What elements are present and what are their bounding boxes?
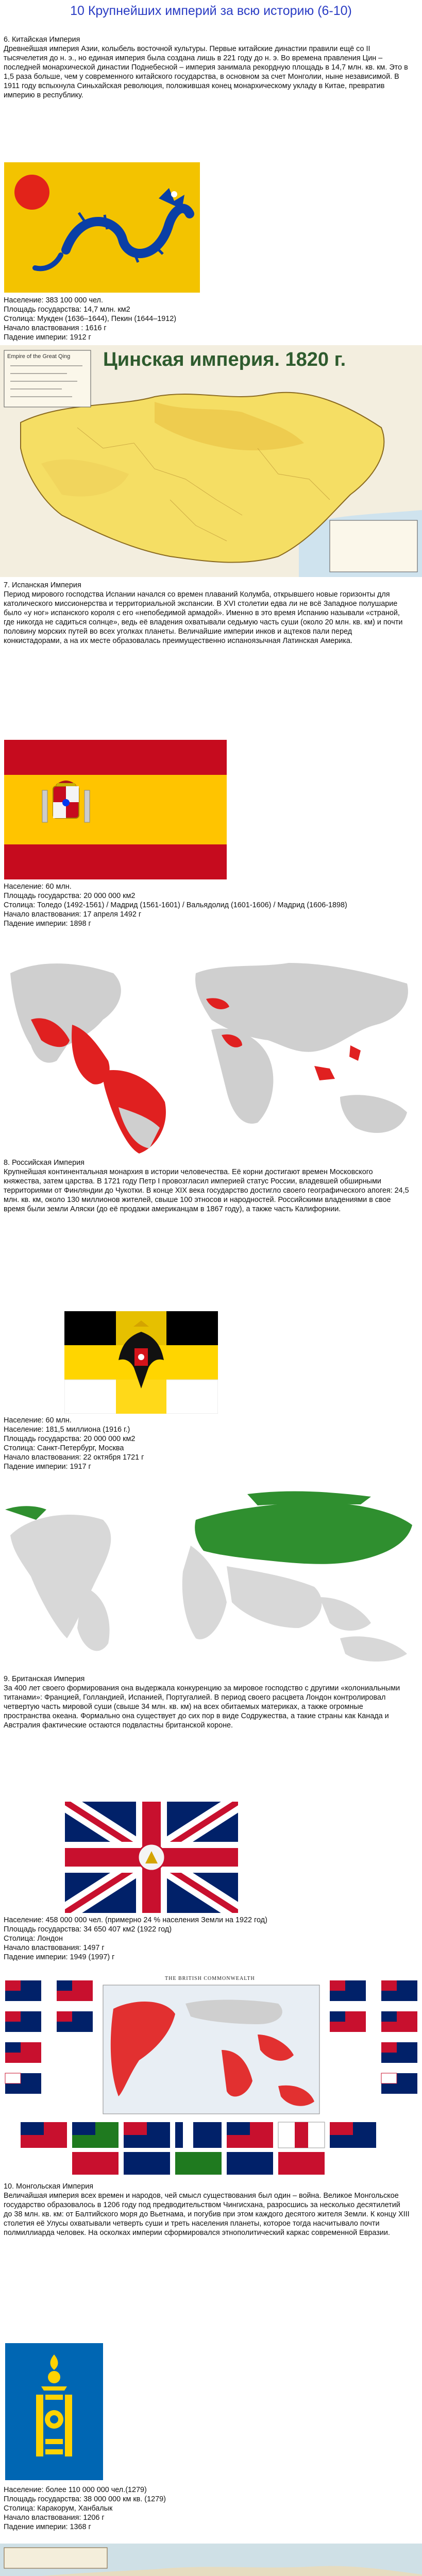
stat-line: Начало властвования: 17 апреля 1492 г [4, 910, 142, 919]
stat-line: Падение империи: 1949 (1997) г [4, 1953, 115, 1961]
stat-line: Население: 60 млн. [4, 1416, 72, 1425]
russia-text [4, 1158, 411, 1214]
china-stats [4, 296, 411, 342]
britain-flag [65, 1802, 238, 1913]
russia-stats [4, 1416, 411, 1471]
section-description: Величайшая империя всех времен и народов, чей смысл существования был один – война. Великое Монгольское государство образовалось в 1206 году под предводительством Чингисхана, разросшись за несколько десятилетий до 38 млн. кв. км: от Балтийского моря до Вьетнама, и погубив при этом каждого десятого жителя Земли. К концу XIII столетия её Улусы охватывали четверть суши и треть населения планеты, которое тогда насчитывало почти полмиллиарда человек. На осколках империи сформировался этнополитический каркас современной Евразии. [4, 2192, 410, 2237]
section-description: Крупнейшая континентальная монархия в истории человечества. Её корни достигают времен Московского княжества, затем царства. В 1721 году Петр I провозгласил империей статус России, владевшей обширными территориями от Финляндии до Чукотки. В конце XIX века государство достигло своего географического апогея: 24,5 млн. кв. км, около 130 миллионов жителей, свыше 100 этносов и народностей. Российскими владениями в свое время были земли Аляски (до её продажи американцам в 1867 году), а также часть Калифорнии. [4, 1168, 409, 1213]
china-flag [4, 162, 200, 293]
section-heading: 6. Китайская Империя [4, 36, 80, 44]
stat-line: Население: 60 млн. [4, 883, 72, 891]
section-heading: 7. Испанская Империя [4, 581, 81, 589]
stat-line: Начало властвования: 22 октября 1721 г [4, 1453, 144, 1462]
section-description: За 400 лет своего формирования она выдержала конкуренцию за мировое господство с другими «колониальными титанами»: Францией, Голландией, Испанией, Португалией. В период своего расцвета Лондон контролировал четвертую часть мировой суши (свыше 34 млн. кв. км) на всех обитаемых материках, а также огромные пространства океана. Формально она существует до сих пор в виде Содружества, а такие страны как Канада и Австралия фактические остаются подвластны британской короне. [4, 1684, 400, 1730]
stat-line: Столица: Лондон [4, 1935, 63, 1943]
china-map-title: Цинская империя. 1820 г. [103, 349, 346, 370]
stat-line: Падение империи: 1898 г [4, 920, 91, 928]
stat-line: Начало властвования : 1616 г [4, 324, 107, 332]
stat-line: Площадь государства: 14,7 млн. км2 [4, 306, 130, 314]
china-map [0, 345, 422, 577]
section-heading: 8. Российская Империя [4, 1159, 85, 1167]
stat-line: Столица: Санкт-Петербург, Москва [4, 1444, 124, 1452]
section-heading: 10. Монгольская Империя [4, 2182, 94, 2191]
stat-line: Столица: Каракорум, Ханбалык [4, 2504, 113, 2513]
section-description: Период мирового господства Испании начался со времен плаваний Колумба, открывшего новые горизонты для католического миссионерства и территориальной экспансии. В XVI столетии едва ли не всё Западное полушарие было «у ног» испанского короля с его «непобедимой армадой». Именно в это время Испанию называли «страной, где никогда не садиться солнце», ведь её владения охватывали седьмую часть суши (около 20 млн. кв. км) и почти половину морских путей во всех уголках планеты. Величайшие империи инков и ацтеков пали перед конкистадорами, а на их месте образовалась преимущественно испаноязычная Латинская Америка. [4, 590, 403, 645]
spain-stats [4, 882, 411, 928]
china-text [4, 35, 411, 100]
russia-flag [64, 1311, 218, 1414]
stat-line: Столица: Толедо (1492-1561) / Мадрид (1561-1601) / Вальядолид (1601-1606) / Мадрид (1606-1898) [4, 901, 347, 909]
stat-line: Население: более 110 000 000 чел.(1279) [4, 2486, 147, 2494]
section-heading: 9. Британская Империя [4, 1675, 85, 1683]
page-title: 10 Крупнейших империй за всю историю (6-10) [70, 4, 352, 18]
stat-line: Падение империи: 1917 г [4, 1463, 91, 1471]
section-description: Древнейшая империя Азии, колыбель восточной культуры. Первые китайские династии правили ещё со II тысячелетия до н. э., но единая империя была создана лишь в 221 году до н. э. Во времена правления Цин – последней монархической династии Поднебесной – империя занимала рекордную площадь в 14,7 млн. кв. км. Это в 1,5 раза больше, чем у современного китайского государства, в основном за счет Монголии, ныне независимой. В 1911 году вспыхнула Синьхайская революция, положившая конец монархическому укладу в Китае, превратив империю в республику. [4, 45, 408, 99]
stat-line: Падение империи: 1368 г [4, 2523, 91, 2531]
stat-line: Население: 458 000 000 чел. (примерно 24 % населения Земли на 1922 год) [4, 1916, 267, 1924]
stat-line: Падение империи: 1912 г [4, 333, 91, 342]
mongol-map [0, 2544, 422, 2576]
stat-line: Население: 181,5 миллиона (1916 г.) [4, 1426, 130, 1434]
britain-map [0, 1973, 422, 2178]
spain-flag [4, 740, 227, 879]
stat-line: Начало властвования: 1206 г [4, 2514, 105, 2522]
russia-map [0, 1473, 422, 1669]
stat-line: Столица: Мукден (1636–1644), Пекин (1644–1912) [4, 315, 177, 323]
spain-text [4, 581, 411, 646]
stat-line: Площадь государства: 34 650 407 км2 (1922 год) [4, 1925, 172, 1934]
china-map-subtitle: Empire of the Great Qing [7, 353, 71, 360]
stat-line: Площадь государства: 20 000 000 км2 [4, 1435, 136, 1443]
mongol-stats [4, 2485, 411, 2532]
stat-line: Площадь государства: 38 000 000 км кв. (1279) [4, 2495, 166, 2503]
britain-stats [4, 1916, 411, 1962]
britain-map-title: THE BRITISH COMMONWEALTH [165, 1976, 255, 1981]
britain-text [4, 1674, 411, 1730]
mongol-flag [5, 2343, 103, 2480]
stat-line: Площадь государства: 20 000 000 км2 [4, 892, 136, 900]
spain-map [0, 942, 422, 1156]
stat-line: Население: 383 100 000 чел. [4, 296, 103, 304]
stat-line: Начало властвования: 1497 г [4, 1944, 105, 1952]
mongol-text [4, 2182, 411, 2238]
